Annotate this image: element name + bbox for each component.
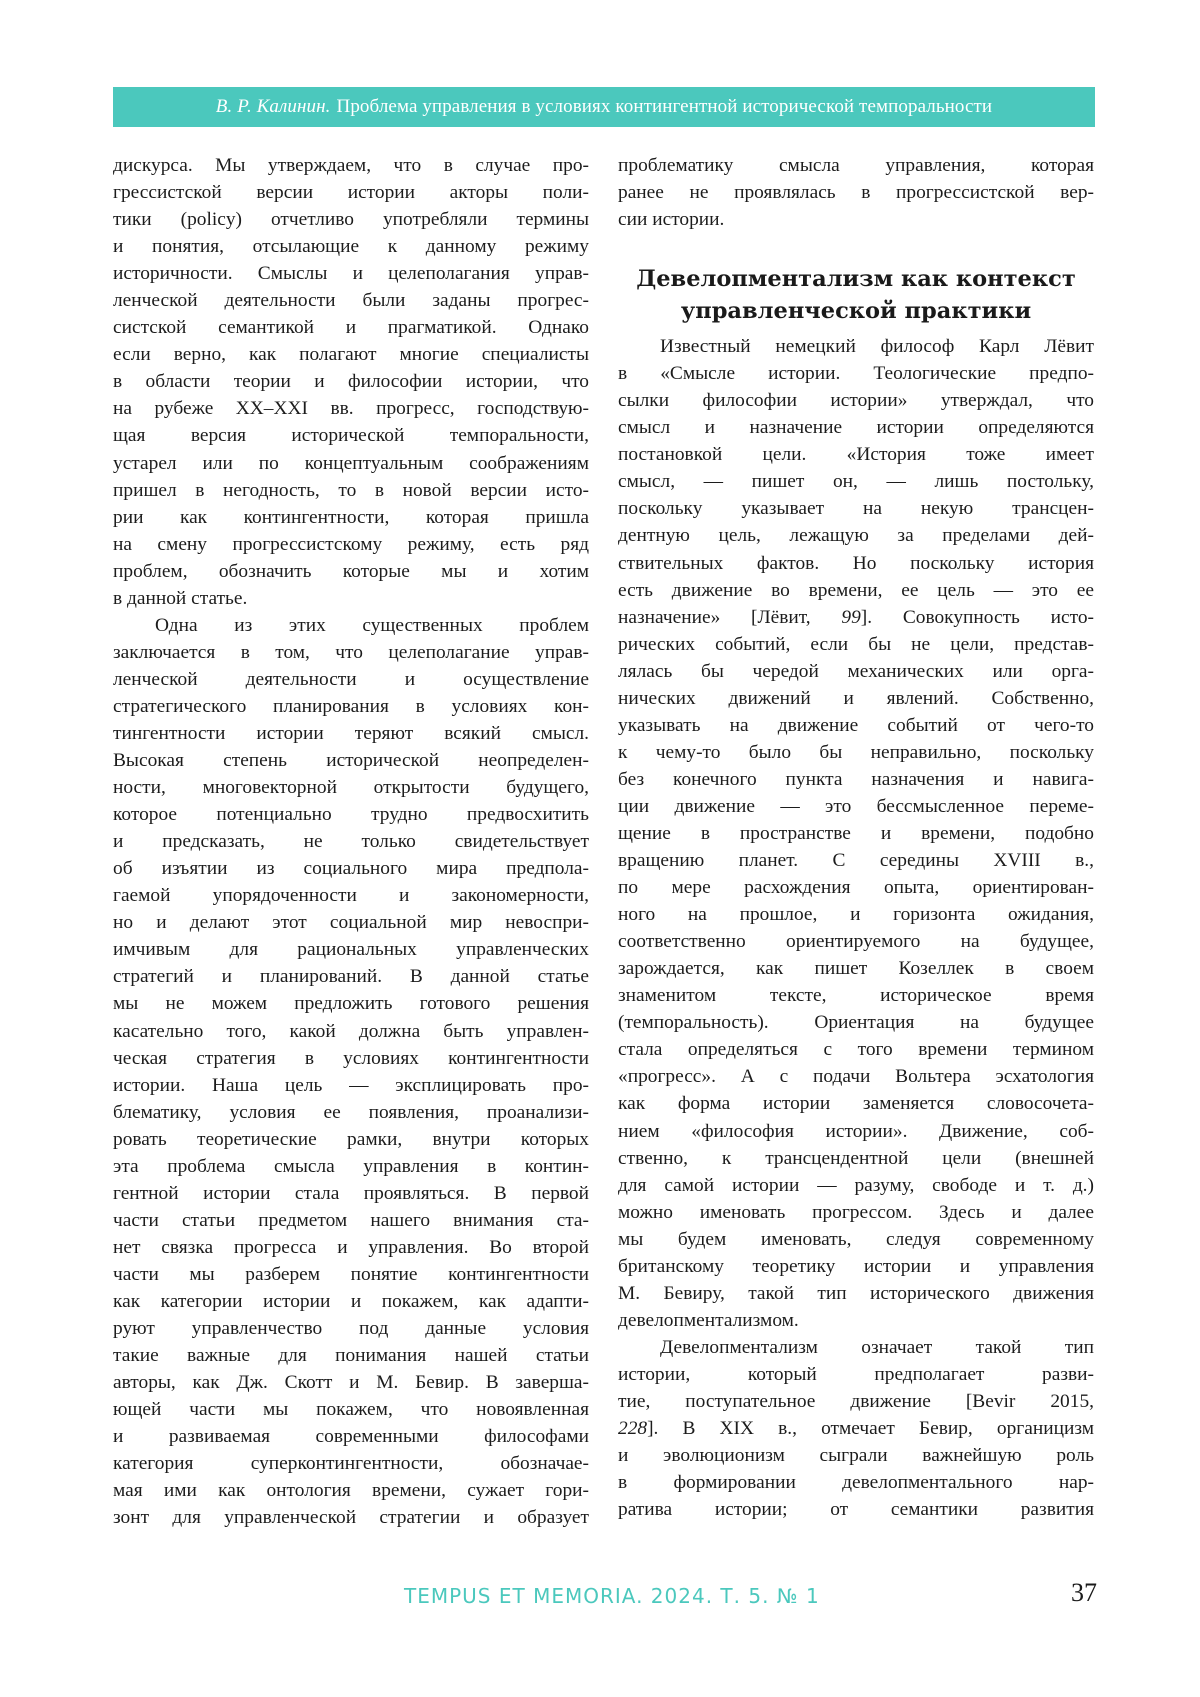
footer-journal-citation: TEMPUS ET MEMORIA. 2024. Т. 5. № 1	[404, 1584, 820, 1608]
text-line: соответственно ориентируемого на будущее,	[618, 931, 1094, 953]
text-line-with-citation	[618, 1415, 1094, 1442]
text-line: нических движений и явлений. Собственно,	[618, 687, 1094, 709]
text-line: рических событий, если бы не цели, представ-	[618, 633, 1094, 655]
text-line: как форма истории заменяется словосочета-	[618, 1093, 1094, 1115]
text-line: и эволюционизм сыграли важнейшую роль	[618, 1445, 1094, 1467]
text-line: гаемой упорядоченности и закономерности,	[113, 885, 589, 907]
running-header	[113, 87, 1095, 127]
text-line: тики (policy) отчетливо употребляли термины	[113, 209, 589, 231]
text-line: историчности. Смыслы и целеполагания управ-	[113, 263, 589, 285]
text-line: дискурса. Мы утверждаем, что в случае про-	[113, 155, 589, 176]
text-line: грессистской версии истории акторы поли-	[113, 182, 589, 204]
left-column	[113, 152, 589, 1531]
text-line: девелопментализмом.	[618, 1309, 799, 1331]
text-line: стала определяться с того времени термином	[618, 1039, 1094, 1061]
text-line: в области теории и философии истории, что	[113, 371, 589, 393]
text-line: проблематику смысла управления, которая	[618, 155, 1094, 176]
text-line: систской семантикой и прагматикой. Однако	[113, 317, 589, 339]
text-line: ности, многовекторной открытости будущего,	[113, 777, 589, 799]
text-line: в «Смысле истории. Теологические предпо-	[618, 363, 1094, 385]
text-line: заключается в том, что целеполагание управ-	[113, 641, 589, 663]
text-line: постановкой цели. «История тоже имеет	[618, 444, 1094, 466]
text-line: зарождается, как пишет Козеллек в своем	[618, 958, 1094, 980]
text-line: эта проблема смысла управления в контин-	[113, 1155, 589, 1177]
text-line: Известный немецкий философ Карл Лёвит	[660, 336, 1094, 358]
text-line: мая ими как онтология времени, сужает гори-	[113, 1480, 589, 1502]
text-line: истории. Наша цель — эксплицировать про-	[113, 1074, 589, 1096]
text-line: ратива истории; от семантики развития	[618, 1499, 1094, 1521]
text-line: ческая стратегия в условиях контингентности	[113, 1047, 589, 1069]
section-heading	[618, 263, 1094, 327]
text-line: зонт для управленческой стратегии и образует	[113, 1507, 589, 1529]
text-line: ции движение — это бессмысленное переме-	[618, 795, 1094, 817]
text-line: нет связка прогресса и управления. Во второй	[113, 1236, 589, 1258]
text-line: дентную цель, лежащую за пределами дей-	[618, 525, 1094, 547]
text-line: ровать теоретические рамки, внутри которых	[113, 1128, 589, 1150]
text-line: истории, который предполагает разви-	[618, 1363, 1094, 1385]
text-line: по мере расхождения опыта, ориентирован-	[618, 877, 1094, 899]
text-line: которое потенциально трудно предвосхитить	[113, 804, 589, 826]
text-line: для самой истории — разуму, свободе и т. д.)	[618, 1174, 1094, 1196]
paragraph	[618, 1334, 1094, 1523]
text-line: тие, поступательное движение [Bevir 2015,	[618, 1390, 1094, 1412]
text-line: ющей части мы покажем, что новоявленная	[113, 1399, 589, 1421]
text-line: ствительных фактов. Но поскольку история	[618, 552, 1094, 574]
right-column	[618, 152, 1094, 1523]
text-line: мы не можем предложить готового решения	[113, 993, 589, 1015]
text-line: Высокая степень исторической неопределен-	[113, 750, 589, 772]
text-line: «прогресс». А с подачи Вольтера эсхатология	[618, 1066, 1094, 1088]
text-line: авторы, как Дж. Скотт и М. Бевир. В заверша-	[113, 1372, 589, 1394]
text-fragment: ]. В XIX в., отмечает Бевир, органицизм	[647, 1418, 1094, 1440]
text-line: как категории истории и покажем, как адапти-	[113, 1290, 589, 1312]
text-line: к чему-то было бы неправильно, поскольку	[618, 741, 1094, 763]
citation-page: 228	[618, 1418, 648, 1440]
text-line: проблем, обозначить которые мы и хотим	[113, 560, 589, 582]
header-author: В. Р. Калинин.	[215, 96, 331, 117]
section-heading-line: управленческой практики	[680, 298, 1032, 325]
text-line: поскольку указывает на некую трансцен-	[618, 498, 1094, 520]
header-article-title: Проблема управления в условиях контингентной исторической темпоральности	[336, 96, 993, 117]
text-line: смысл, — пишет он, — лишь постольку,	[618, 471, 1094, 493]
text-line: и понятия, отсылающие к данному режиму	[113, 236, 589, 258]
text-line: ного на прошлое, и горизонта ожидания,	[618, 904, 1094, 926]
paragraph	[113, 612, 589, 1532]
text-line: об изъятии из социального мира предпола-	[113, 858, 589, 880]
text-line: руют управленчество под данные условия	[113, 1318, 589, 1340]
text-line: и предсказать, не только свидетельствует	[113, 831, 589, 853]
text-line: (темпоральность). Ориентация на будущее	[618, 1012, 1094, 1034]
text-line-with-citation	[618, 604, 1094, 631]
page-number: 37	[1071, 1578, 1097, 1607]
text-line: блематику, условия ее появления, проанализи-	[113, 1101, 589, 1123]
text-line: на смену прогрессистскому режиму, есть ряд	[113, 533, 589, 555]
text-line: стратегического планирования в условиях кон-	[113, 695, 589, 717]
citation-page: 99	[841, 606, 861, 628]
text-line: в данной статье.	[113, 587, 248, 609]
text-line: части мы разберем понятие контингентности	[113, 1263, 589, 1285]
text-line: Одна из этих существенных проблем	[155, 614, 589, 636]
text-line: но и делают этот социальной мир невоспри-	[113, 912, 589, 934]
text-line: вращению планет. С середины XVIII в.,	[618, 850, 1094, 872]
text-line: щение в пространстве и времени, подобно	[618, 822, 1094, 844]
paragraph	[618, 333, 1094, 1334]
text-line: М. Бевиру, такой тип исторического движения	[618, 1282, 1094, 1304]
text-line: смысл и назначение истории определяются	[618, 417, 1094, 439]
text-line: если верно, как полагают многие специалисты	[113, 344, 589, 366]
text-line: ленческой деятельности были заданы прогрес-	[113, 290, 589, 312]
text-line: в формировании девелопментального нар-	[618, 1472, 1094, 1494]
text-line: британскому теоретику истории и управления	[618, 1255, 1094, 1277]
text-line: и развиваемая современными философами	[113, 1426, 589, 1448]
section-heading-line: Девелопментализм как контекст	[636, 266, 1076, 293]
text-line: части статьи предметом нашего внимания ста-	[113, 1209, 589, 1231]
text-line: ленческой деятельности и осуществление	[113, 668, 589, 690]
text-line: сылки философии истории» утверждал, что	[618, 390, 1094, 412]
text-line: рии как контингентности, которая пришла	[113, 506, 589, 528]
text-line: есть движение во времени, ее цель — это ее	[618, 579, 1094, 601]
text-fragment: ]. Совокупность исто-	[860, 606, 1094, 628]
text-line: сии истории.	[618, 209, 725, 231]
text-line: касательно того, какой должна быть управлен-	[113, 1020, 589, 1042]
text-line: знаменитом тексте, историческое время	[618, 985, 1094, 1007]
paragraph	[618, 152, 1094, 233]
text-fragment: назначение» [Лёвит,	[618, 606, 842, 628]
text-line: щая версия исторической темпоральности,	[113, 425, 589, 447]
text-line: ственно, к трансцендентной цели (внешней	[618, 1147, 1094, 1169]
text-line: имчивым для рациональных управленческих	[113, 939, 589, 961]
text-line: можно именовать прогрессом. Здесь и далее	[618, 1201, 1094, 1223]
text-line: нием «философия истории». Движение, соб-	[618, 1120, 1094, 1142]
text-line: на рубеже XX–XXI вв. прогресс, господствую-	[113, 398, 589, 420]
text-line: ранее не проявлялась в прогрессистской вер-	[618, 182, 1094, 204]
paragraph	[113, 152, 589, 612]
text-line: лялась бы чередой механических или орга-	[618, 660, 1094, 682]
text-line: такие важные для понимания нашей статьи	[113, 1345, 589, 1367]
text-line: тингентности истории теряют всякий смысл.	[113, 722, 589, 744]
text-line: категория суперконтингентности, обозначае-	[113, 1453, 589, 1475]
text-line: без конечного пункта назначения и навига-	[618, 768, 1094, 790]
text-line: указывать на движение событий от чего-то	[618, 714, 1094, 736]
text-line: Девелопментализм означает такой тип	[660, 1336, 1094, 1358]
text-line: устарел или по концептуальным соображениям	[113, 452, 589, 474]
text-line: мы будем именовать, следуя современному	[618, 1228, 1094, 1250]
text-line: гентной истории стала проявляться. В первой	[113, 1182, 589, 1204]
text-line: стратегий и планирований. В данной статье	[113, 966, 589, 988]
text-line: пришел в негодность, то в новой версии исто-	[113, 479, 589, 501]
